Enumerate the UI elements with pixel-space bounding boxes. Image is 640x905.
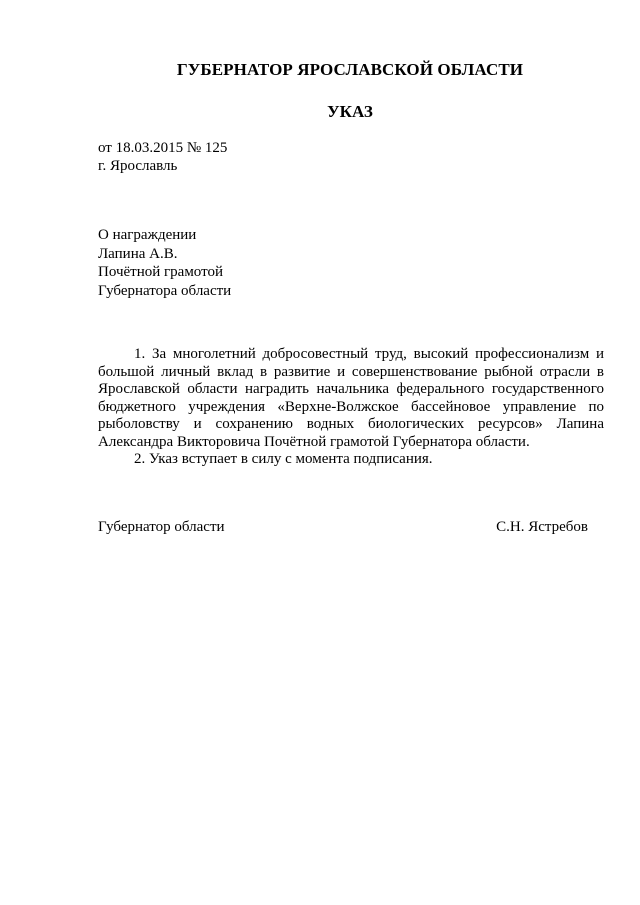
document-subject <box>98 226 231 300</box>
date-number-line: от 18.03.2015 № 125 <box>98 140 228 156</box>
document-meta <box>98 139 227 175</box>
signatory-position: Губернатор области <box>98 519 225 535</box>
paragraph-1: 1. За многолетний добросовестный труд, высокий профессионализм и большой личный вклад в развитие и совершенствование рыбной отрасли в Ярославской области наградить начальника федерального государственного бюджетного учреждения «Верхне-Волжское бассейновое управление по рыболовству и сохранению водных биологических ресурсов» Лапина Александра Викторовича Почётной грамотой Губернатора области. <box>98 346 604 450</box>
subject-line: Лапина А.В. <box>98 245 178 262</box>
subject-line: Губернатора области <box>98 282 232 299</box>
document-body <box>98 346 604 469</box>
document-header: ГУБЕРНАТОР ЯРОСЛАВСКОЙ ОБЛАСТИ <box>176 60 524 79</box>
city-line: г. Ярославль <box>98 158 178 174</box>
signature-block <box>98 519 588 536</box>
subject-line: О награждении <box>98 227 197 243</box>
subject-line: Почётной грамотой <box>98 264 223 280</box>
document-type: УКАЗ <box>327 102 373 121</box>
signatory-name: С.Н. Ястребов <box>496 519 588 535</box>
paragraph-2: 2. Указ вступает в силу с момента подписания. <box>134 451 433 467</box>
